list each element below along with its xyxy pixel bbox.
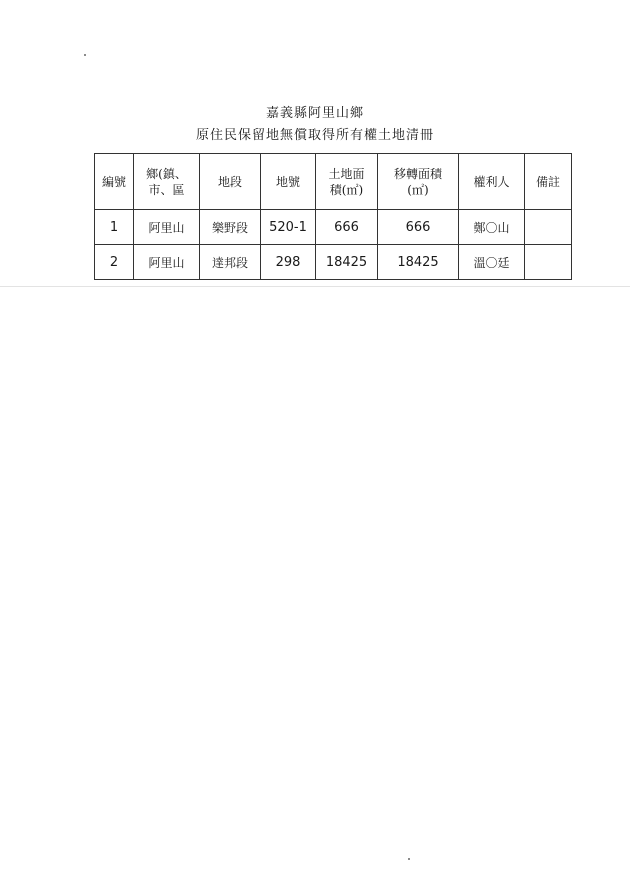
header-area: [316, 154, 378, 210]
cell-no: 1: [95, 210, 134, 245]
cell-owner: 溫〇廷: [459, 245, 525, 280]
header-section: 地段: [200, 154, 261, 210]
cell-remarks: [525, 245, 572, 280]
land-register-table: [94, 153, 572, 280]
cell-lot: 298: [261, 245, 316, 280]
header-owner: 權利人: [459, 154, 525, 210]
cell-area: 666: [316, 210, 378, 245]
scan-speck: [408, 858, 410, 860]
cell-owner: 鄭〇山: [459, 210, 525, 245]
cell-transfer: 666: [378, 210, 459, 245]
header-area-line2: 積(㎡): [329, 182, 364, 197]
header-transfer-line2: (㎡): [407, 182, 429, 197]
header-transfer-line1: 移轉面積: [393, 166, 442, 181]
table-header-row: [95, 154, 572, 210]
header-remarks: 備註: [525, 154, 572, 210]
header-no: 編號: [95, 154, 134, 210]
header-township: [134, 154, 200, 210]
header-area-line1: 土地面: [328, 166, 365, 181]
cell-transfer: 18425: [378, 245, 459, 280]
table-row: [95, 245, 572, 280]
header-township-line1: 鄉(鎮、: [146, 166, 187, 181]
cell-remarks: [525, 210, 572, 245]
scan-edge-line: [0, 286, 630, 287]
cell-no: 2: [95, 245, 134, 280]
cell-section: 達邦段: [200, 245, 261, 280]
document-subtitle: 原住民保留地無償取得所有權土地清冊: [195, 128, 434, 143]
cell-township: 阿里山: [134, 210, 200, 245]
header-transfer: [378, 154, 459, 210]
cell-area: 18425: [316, 245, 378, 280]
cell-lot: 520-1: [261, 210, 316, 245]
cell-township: 阿里山: [134, 245, 200, 280]
table-row: [95, 210, 572, 245]
scan-speck: [84, 54, 86, 56]
document-title: 嘉義縣阿里山鄉: [265, 106, 364, 121]
header-lot: 地號: [261, 154, 316, 210]
header-township-line2: 市、區: [148, 182, 185, 197]
cell-section: 樂野段: [200, 210, 261, 245]
